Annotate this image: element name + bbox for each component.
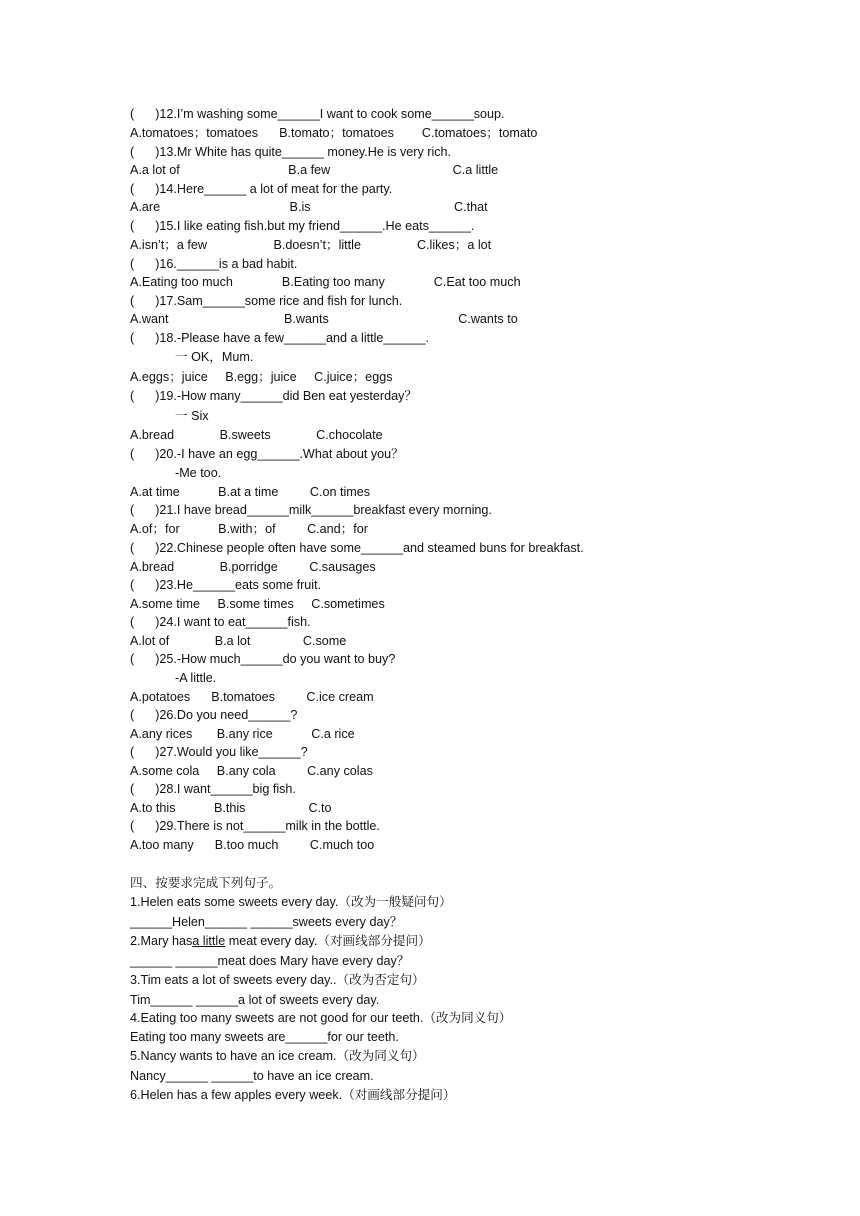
dialogue-20: -Me too. [175,466,222,480]
question-19: ( )19.-How many______did Ben eat yesterday？ [130,389,418,403]
options-17: A.want B.wants C.wants to [130,312,518,326]
dialogue-18: 一 OK，Mum. [175,350,254,364]
question-12: ( )12.I’m washing some______I want to cook some______soup. [130,107,505,121]
options-27: A.some cola B.any cola C.any colas [130,764,373,778]
options-24: A.lot of B.a lot C.some [130,634,347,648]
question-27: ( )27.Would you like______? [130,745,308,759]
task-2-answer: ______ ______meat does Mary have every day？ [130,954,410,968]
question-26: ( )26.Do you need______? [130,708,298,722]
question-14: ( )14.Here______ a lot of meat for the party. [130,182,393,196]
task-2-prefix: 2.Mary has [130,934,193,948]
options-25: A.potatoes B.tomatoes C.ice cream [130,690,374,704]
options-13: A.a lot of B.a few C.a little [130,163,499,177]
task-1: 1.Helen eats some sweets every day.（改为一般疑问句） [130,895,452,909]
question-17: ( )17.Sam______some rice and fish for lunch. [130,294,403,308]
question-23: ( )23.He______eats some fruit. [130,578,322,592]
question-20: ( )20.-I have an egg______.What about you？ [130,447,404,461]
question-13: ( )13.Mr White has quite______ money.He is very rich. [130,145,452,159]
options-28: A.to this B.this C.to [130,801,332,815]
dialogue-25: -A little. [175,671,217,685]
options-15: A.isn’t；a few B.doesn’t；little C.likes；a lot [130,238,492,252]
options-12: A.tomatoes；tomatoes B.tomato；tomatoes C.tomatoes；tomato [130,126,538,140]
question-29: ( )29.There is not______milk in the bottle. [130,819,380,833]
task-5-answer: Nancy______ ______to have an ice cream. [130,1069,374,1083]
task-2 [130,932,431,950]
question-15: ( )15.I like eating fish.but my friend______.He eats______. [130,219,475,233]
options-19: A.bread B.sweets C.chocolate [130,428,383,442]
options-21: A.of；for B.with；of C.and；for [130,522,368,536]
section-4-heading: 四、按要求完成下列句子。 [130,875,282,890]
options-26: A.any rices B.any rice C.a rice [130,727,355,741]
task-2-underlined: a little [192,934,226,948]
question-16: ( )16.______is a bad habit. [130,257,298,271]
question-22: ( )22.Chinese people often have some______and steamed buns for breakfast. [130,541,584,555]
question-21: ( )21.I have bread______milk______breakfast every morning. [130,503,492,517]
question-18: ( )18.-Please have a few______and a little______. [130,331,429,345]
options-16: A.Eating too much B.Eating too many C.Eat too much [130,275,521,289]
task-5: 5.Nancy wants to have an ice cream.（改为同义句） [130,1049,425,1063]
options-23: A.some time B.some times C.sometimes [130,597,385,611]
task-4: 4.Eating too many sweets are not good for our teeth.（改为同义句） [130,1011,512,1025]
task-3: 3.Tim eats a lot of sweets every day..（改为否定句） [130,973,425,987]
question-25: ( )25.-How much______do you want to buy? [130,652,396,666]
task-6: 6.Helen has a few apples every week.（对画线部分提问） [130,1088,456,1102]
options-20: A.at time B.at a time C.on times [130,485,371,499]
options-22: A.bread B.porridge C.sausages [130,560,376,574]
dialogue-19: 一 Six [175,409,209,423]
options-14: A.are B.is C.that [130,200,488,214]
question-28: ( )28.I want______big fish. [130,782,296,796]
task-1-answer: ______Helen______ ______sweets every day？ [130,915,403,929]
task-2-suffix: meat every day.（对画线部分提问） [225,934,431,948]
question-24: ( )24.I want to eat______fish. [130,615,311,629]
options-18: A.eggs；juice B.egg；juice C.juice；eggs [130,370,393,384]
task-3-answer: Tim______ ______a lot of sweets every day. [130,993,380,1007]
options-29: A.too many B.too much C.much too [130,838,375,852]
task-4-answer: Eating too many sweets are______for our teeth. [130,1030,399,1044]
